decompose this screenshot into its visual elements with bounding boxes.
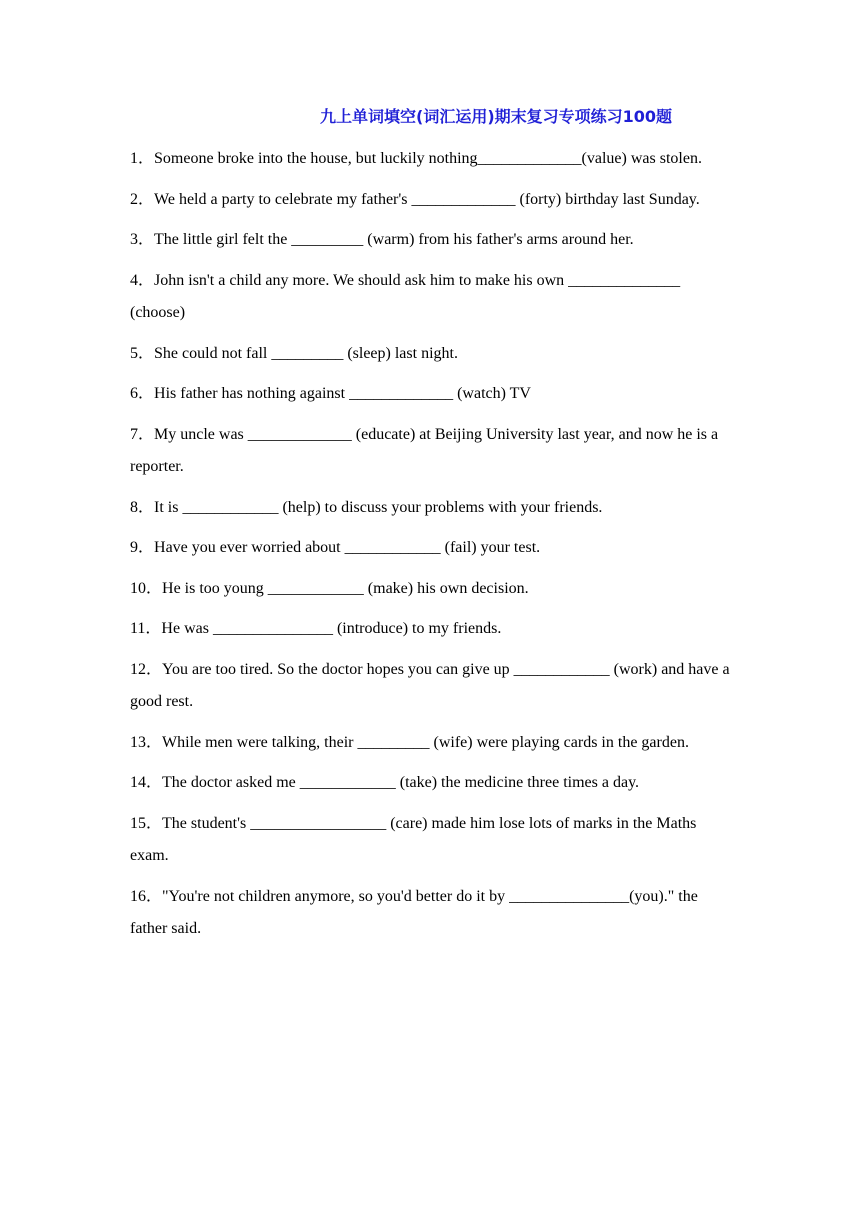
question-item xyxy=(130,492,735,525)
question-item xyxy=(130,573,735,606)
question-number: 4． xyxy=(130,271,155,289)
question-number: 5． xyxy=(130,344,155,362)
question-number: 10． xyxy=(130,579,163,597)
question-text: Someone broke into the house, but luckily nothing_____________(value) was stolen. xyxy=(154,150,702,167)
question-item xyxy=(130,265,735,330)
question-number: 11． xyxy=(130,620,162,637)
question-item xyxy=(130,613,735,646)
question-text: The student's _________________ (care) made him lose lots of marks in the Maths exam. xyxy=(130,814,697,864)
question-text: John isn't a child any more. We should ask him to make his own ______________ (choose) xyxy=(130,271,681,321)
question-number: 2． xyxy=(130,190,155,208)
question-item xyxy=(130,224,735,257)
question-text: She could not fall _________ (sleep) last night. xyxy=(154,344,458,362)
question-list xyxy=(130,143,735,954)
question-text: "You're not children anymore, so you'd better do it by _______________(you)." the father said. xyxy=(130,887,698,937)
question-text: He is too young ____________ (make) his own decision. xyxy=(162,579,529,597)
question-text: We held a party to celebrate my father's _____________ (forty) birthday last Sunday. xyxy=(154,190,700,208)
question-item xyxy=(130,419,735,484)
question-number: 15． xyxy=(130,814,163,832)
question-text: His father has nothing against _____________ (watch) TV xyxy=(154,385,531,402)
question-text: While men were talking, their _________ (wife) were playing cards in the garden. xyxy=(162,733,689,751)
question-number: 16． xyxy=(130,887,163,905)
question-item xyxy=(130,378,735,411)
question-item xyxy=(130,143,735,176)
question-number: 9． xyxy=(130,539,155,556)
question-item xyxy=(130,808,735,873)
question-text: The little girl felt the _________ (warm) from his father's arms around her. xyxy=(154,231,634,248)
question-text: He was _______________ (introduce) to my friends. xyxy=(161,620,502,637)
question-item xyxy=(130,184,735,217)
question-item xyxy=(130,532,735,565)
question-text: Have you ever worried about ____________ (fail) your test. xyxy=(154,539,541,556)
question-number: 1． xyxy=(130,150,155,167)
question-text: You are too tired. So the doctor hopes you can give up ____________ (work) and have a good rest. xyxy=(130,660,730,710)
question-item xyxy=(130,767,735,800)
question-number: 12． xyxy=(130,660,163,678)
question-item xyxy=(130,727,735,760)
question-text: It is ____________ (help) to discuss your problems with your friends. xyxy=(154,498,603,516)
question-number: 13． xyxy=(130,733,163,751)
question-item xyxy=(130,338,735,371)
question-item xyxy=(130,654,735,719)
question-number: 14． xyxy=(130,774,163,791)
question-item xyxy=(130,881,735,946)
question-number: 7． xyxy=(130,425,155,443)
question-number: 6． xyxy=(130,385,155,402)
question-number: 8． xyxy=(130,498,155,516)
document-title: 九上单词填空(词汇运用)期末复习专项练习100题 xyxy=(320,107,673,126)
question-text: My uncle was _____________ (educate) at Beijing University last year, and now he is a reporter. xyxy=(130,425,719,475)
question-text: The doctor asked me ____________ (take) the medicine three times a day. xyxy=(162,774,640,791)
question-number: 3． xyxy=(130,231,155,248)
